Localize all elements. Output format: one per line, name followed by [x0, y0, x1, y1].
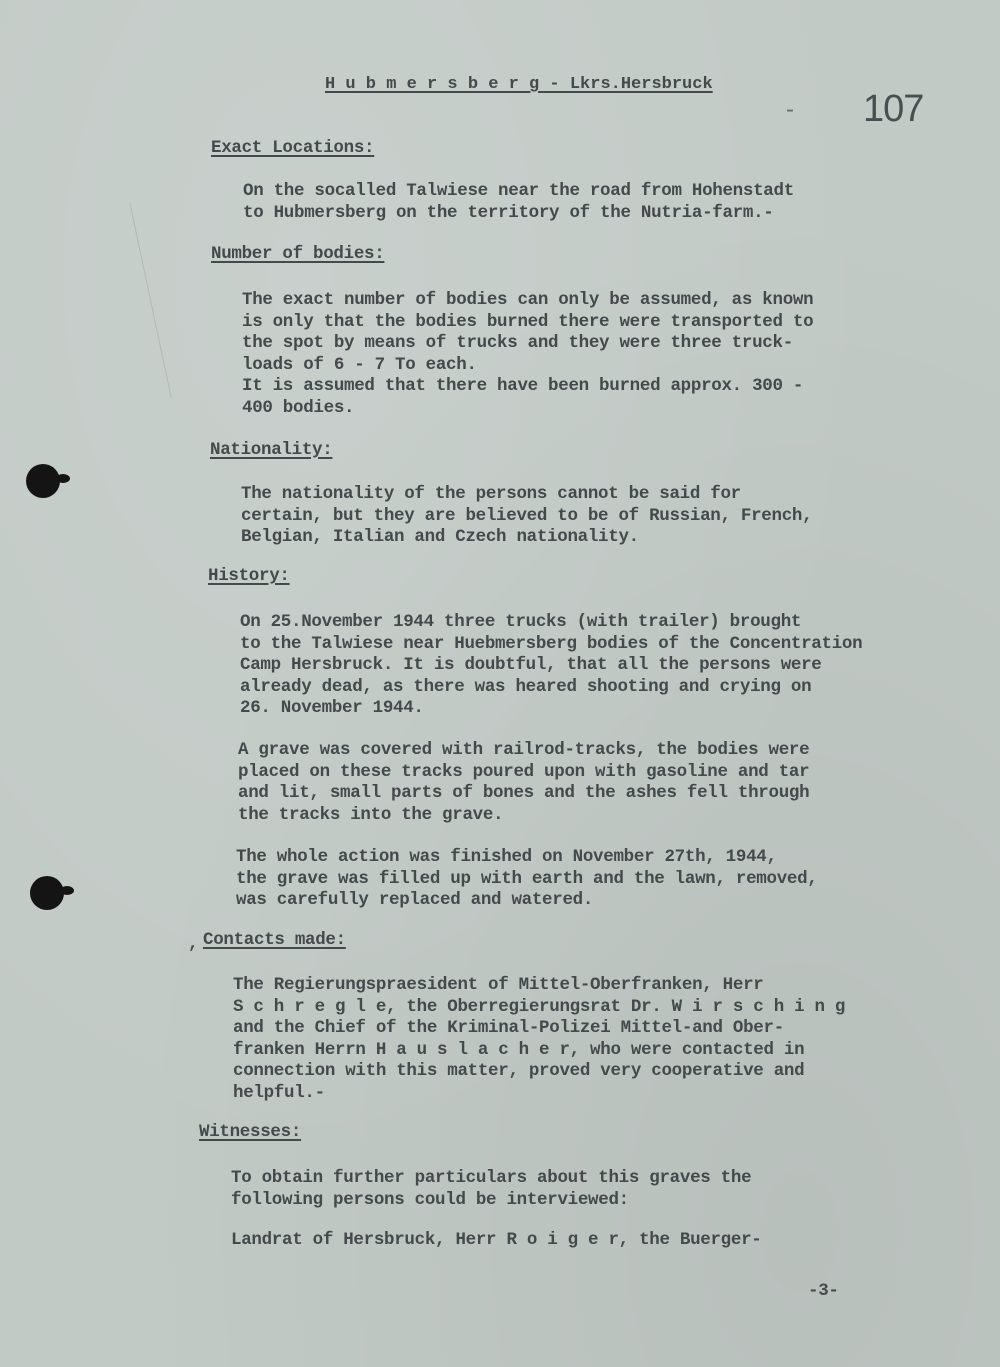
text-line: placed on these tracks poured upon with gasoline and tar	[238, 761, 810, 782]
paper-crease	[129, 202, 172, 398]
text-line: Belgian, Italian and Czech nationality.	[241, 527, 639, 547]
paragraph-history-1	[240, 612, 862, 720]
text-line: A grave was covered with railrod-tracks, the bodies were	[238, 740, 810, 760]
text-line: 26. November 1944.	[240, 698, 424, 718]
text-line: following persons could be interviewed:	[231, 1189, 629, 1210]
text-line: The nationality of the persons cannot be said for	[241, 484, 741, 504]
text-line: and lit, small parts of bones and the ashes fell through	[238, 783, 810, 803]
text-line: S c h r e g l e, the Oberregierungsrat Dr. W i r s c h i n g	[233, 996, 846, 1017]
text-line: On the socalled Talwiese near the road from Hohenstadt	[243, 181, 794, 201]
text-line: The whole action was finished on November 27th, 1944,	[236, 847, 777, 867]
text-line: franken Herrn H a u s l a c h e r, who were contacted in	[233, 1039, 805, 1060]
text-line: helpful.-	[233, 1082, 325, 1103]
text-line: already dead, as there was heared shooting and crying on	[240, 676, 812, 697]
text-line: 400 bodies.	[242, 397, 355, 418]
text-line: The exact number of bodies can only be assumed, as known	[242, 290, 814, 310]
paragraph-witnesses-2	[231, 1230, 762, 1252]
text-line: was carefully replaced and watered.	[236, 890, 594, 910]
text-line: the grave was filled up with earth and the lawn, removed,	[236, 868, 818, 889]
text-line: and the Chief of the Kriminal-Polizei Mittel-and Ober-	[233, 1018, 784, 1038]
heading-history: History:	[208, 566, 290, 586]
text-line: the tracks into the grave.	[238, 804, 504, 825]
margin-comma-mark: ,	[188, 934, 199, 954]
paragraph-number-of-bodies	[242, 290, 813, 419]
paragraph-history-2	[238, 740, 809, 826]
paragraph-nationality	[241, 484, 812, 549]
text-line: Landrat of Hersbruck, Herr R o i g e r, the Buerger-	[231, 1230, 762, 1250]
text-line: On 25.November 1944 three trucks (with trailer) brought	[240, 612, 802, 632]
page-number: -3-	[808, 1281, 839, 1301]
heading-witnesses: Witnesses:	[199, 1122, 302, 1142]
text-line: loads of 6 - 7 To each.	[242, 354, 477, 375]
folio-dash-mark: -	[786, 96, 794, 123]
text-line: certain, but they are believed to be of Russian, French,	[241, 505, 813, 526]
paragraph-witnesses-1	[231, 1168, 751, 1211]
text-line: It is assumed that there have been burned approx. 300 -	[242, 376, 804, 396]
document-title: H u b m e r s b e r g - Lkrs.Hersbruck	[325, 75, 713, 94]
text-line: connection with this matter, proved very cooperative and	[233, 1061, 805, 1081]
text-line: to Hubmersberg on the territory of the Nutria-farm.-	[243, 202, 774, 223]
paragraph-history-3	[236, 847, 818, 912]
heading-exact-locations: Exact Locations:	[211, 138, 375, 158]
heading-number-of-bodies: Number of bodies:	[211, 244, 385, 264]
text-line: Camp Hersbruck. It is doubtful, that all the persons were	[240, 655, 822, 675]
text-line: to the Talwiese near Huebmersberg bodies of the Concentration	[240, 633, 863, 654]
text-line: is only that the bodies burned there were transported to	[242, 311, 814, 332]
text-line: To obtain further particulars about this graves the	[231, 1168, 752, 1188]
text-line: The Regierungspraesident of Mittel-Oberfranken, Herr	[233, 975, 764, 995]
heading-nationality: Nationality:	[210, 440, 333, 460]
punch-hole-upper	[26, 464, 60, 498]
punch-hole-lower	[30, 876, 64, 910]
text-line: the spot by means of trucks and they were three truck-	[242, 333, 793, 353]
heading-contacts-made: Contacts made:	[203, 930, 346, 950]
folio-number: 107	[863, 88, 924, 130]
paragraph-exact-locations	[243, 181, 794, 224]
paragraph-contacts-made	[233, 975, 845, 1104]
